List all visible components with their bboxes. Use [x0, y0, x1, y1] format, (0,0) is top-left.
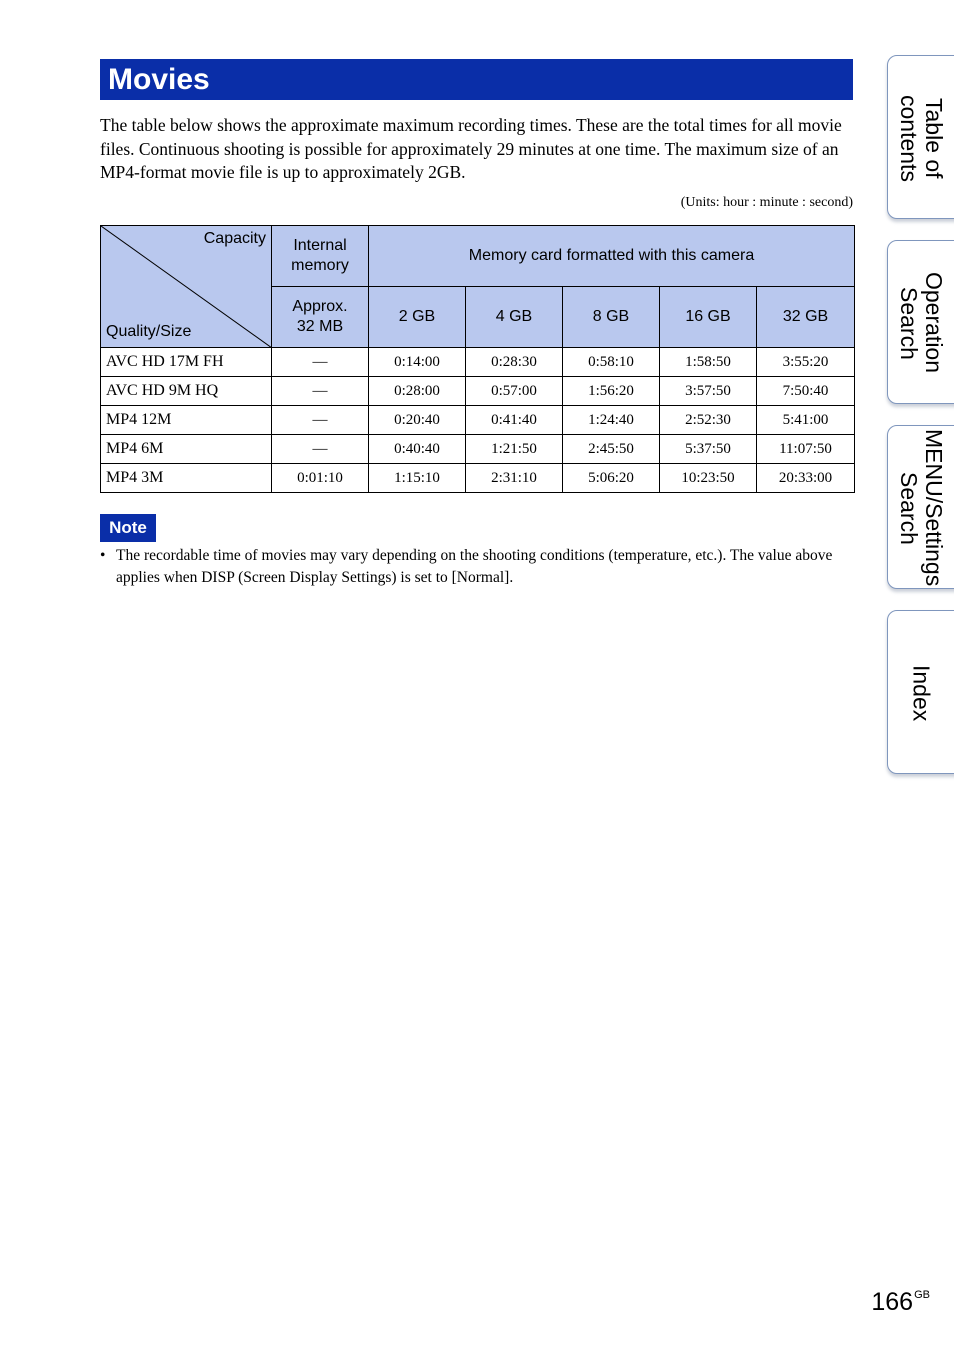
quality-cell: MP4 3M — [101, 464, 272, 493]
time-cell: 11:07:50 — [757, 435, 855, 464]
tab-index[interactable] — [887, 610, 954, 774]
time-cell: 1:21:50 — [466, 435, 563, 464]
tab-label: Operation Search — [896, 272, 947, 374]
time-cell: 5:37:50 — [660, 435, 757, 464]
time-cell: 0:14:00 — [369, 348, 466, 377]
time-cell: 7:50:40 — [757, 377, 855, 406]
table-row — [101, 348, 855, 377]
time-cell: 0:01:10 — [272, 464, 369, 493]
time-cell: 2:45:50 — [563, 435, 660, 464]
time-cell: 0:28:00 — [369, 377, 466, 406]
capacity-header: 4 GB — [466, 287, 563, 348]
time-cell: 0:41:40 — [466, 406, 563, 435]
quality-cell: MP4 12M — [101, 406, 272, 435]
quality-cell: MP4 6M — [101, 435, 272, 464]
time-cell: 2:31:10 — [466, 464, 563, 493]
time-cell: 1:58:50 — [660, 348, 757, 377]
note-item — [100, 545, 853, 589]
intro-paragraph: The table below shows the approximate maximum recording times. These are the total times for all movie files. Continuous shooting is possible for approximately 29 minutes at one time. The maximum size of an MP4-format movie file is up to approximately 2GB. — [100, 115, 842, 182]
memory-card-header: Memory card formatted with this camera — [369, 226, 855, 287]
time-cell: 10:23:50 — [660, 464, 757, 493]
capacity-header: Approx. 32 MB — [272, 287, 369, 348]
tab-label: Index — [908, 664, 935, 722]
time-cell: 0:58:10 — [563, 348, 660, 377]
tab-operation-search[interactable] — [887, 240, 954, 404]
page-number-value: 166 — [871, 1288, 914, 1316]
time-cell: 5:06:20 — [563, 464, 660, 493]
time-cell: 5:41:00 — [757, 406, 855, 435]
time-cell: 1:56:20 — [563, 377, 660, 406]
time-cell: — — [272, 377, 369, 406]
table-row — [101, 464, 855, 493]
table-row — [101, 377, 855, 406]
page-number-suffix: GB — [914, 1289, 930, 1301]
time-cell: 1:24:40 — [563, 406, 660, 435]
quality-size-label: Quality/Size — [106, 323, 192, 340]
quality-cell: AVC HD 17M FH — [101, 348, 272, 377]
time-cell: 2:52:30 — [660, 406, 757, 435]
time-cell: — — [272, 435, 369, 464]
note-badge: Note — [100, 514, 156, 542]
tab-table-of-contents[interactable] — [887, 55, 954, 219]
time-cell: 1:15:10 — [369, 464, 466, 493]
page-number — [871, 1288, 930, 1317]
time-cell: 0:40:40 — [369, 435, 466, 464]
quality-cell: AVC HD 9M HQ — [101, 377, 272, 406]
capacity-label: Capacity — [203, 230, 266, 247]
capacity-header: 8 GB — [563, 287, 660, 348]
time-cell: 0:57:00 — [466, 377, 563, 406]
capacity-header: 16 GB — [660, 287, 757, 348]
table-row — [101, 435, 855, 464]
time-cell: 20:33:00 — [757, 464, 855, 493]
capacity-header: 32 GB — [757, 287, 855, 348]
page-title: Movies — [100, 59, 853, 100]
recording-time-table — [100, 225, 855, 493]
note-text: The recordable time of movies may vary depending on the shooting conditions (temperature, etc.). The value above applies when DISP (Screen Display Settings) is set to [Normal]. — [116, 547, 833, 586]
table-row — [101, 406, 855, 435]
time-cell: 0:28:30 — [466, 348, 563, 377]
tab-label: Table of contents — [896, 94, 947, 182]
bullet-icon: • — [100, 547, 106, 564]
time-cell: — — [272, 406, 369, 435]
capacity-header: 2 GB — [369, 287, 466, 348]
tab-label: MENU/Settings Search — [896, 429, 947, 587]
corner-header-cell — [101, 226, 272, 348]
time-cell: 3:55:20 — [757, 348, 855, 377]
time-cell: — — [272, 348, 369, 377]
tab-menu-settings-search[interactable] — [887, 425, 954, 589]
time-cell: 3:57:50 — [660, 377, 757, 406]
units-caption: (Units: hour : minute : second) — [680, 195, 853, 210]
time-cell: 0:20:40 — [369, 406, 466, 435]
internal-memory-header: Internal memory — [272, 226, 369, 287]
